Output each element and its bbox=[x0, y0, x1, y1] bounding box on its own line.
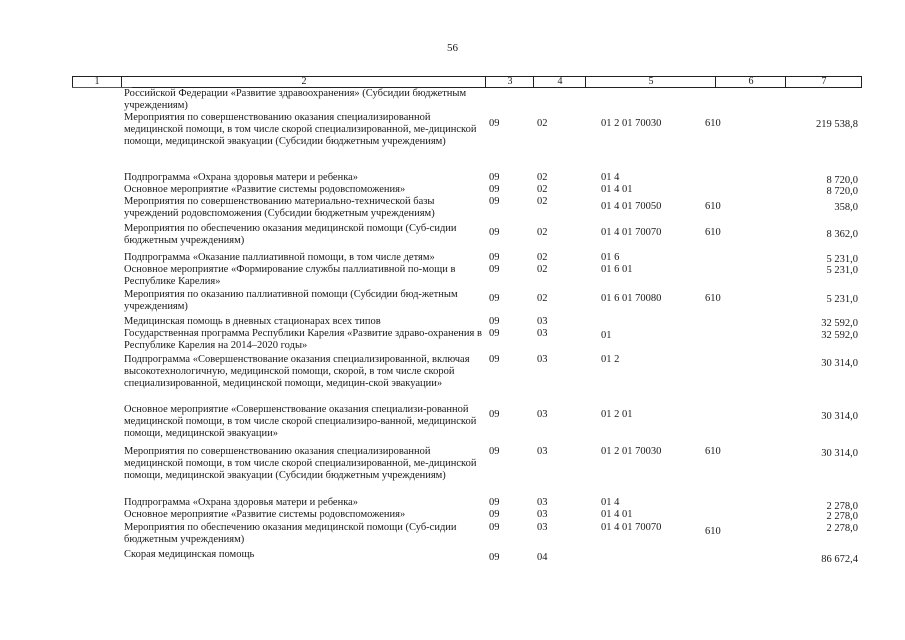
page-number: 56 bbox=[447, 42, 458, 54]
row-name: Основное мероприятие «Совершенствование оказания специализи-рованной медицинской помощи, в том числе скорой специализиро-ванной, медицинской помощи, медицинской эвакуации» bbox=[124, 404, 477, 440]
header-col-5: 5 bbox=[585, 77, 716, 87]
row-target-code: 01 2 01 70030 bbox=[601, 446, 662, 457]
row-section: 09 bbox=[489, 354, 500, 365]
row-amount: 2 278,0 bbox=[826, 501, 858, 512]
table-row bbox=[0, 446, 905, 497]
row-expense-type: 610 bbox=[705, 293, 721, 304]
row-amount: 30 314,0 bbox=[821, 448, 858, 459]
row-section: 09 bbox=[489, 552, 500, 563]
row-name: Скорая медицинская помощь bbox=[124, 549, 255, 560]
row-target-code: 01 6 01 70080 bbox=[601, 293, 662, 304]
table-row bbox=[0, 88, 905, 112]
row-target-code: 01 4 01 70050 bbox=[601, 201, 662, 212]
row-name: Подпрограмма «Охрана здоровья матери и ребенка» bbox=[124, 497, 359, 508]
row-subsection: 02 bbox=[537, 118, 548, 129]
row-section: 09 bbox=[489, 118, 500, 129]
table-row bbox=[0, 404, 905, 446]
row-section: 09 bbox=[489, 316, 500, 327]
header-col-4: 4 bbox=[533, 77, 586, 87]
table-row bbox=[0, 289, 905, 316]
row-section: 09 bbox=[489, 497, 500, 508]
row-amount: 2 278,0 bbox=[826, 523, 858, 534]
table-row bbox=[0, 522, 905, 549]
row-amount: 32 592,0 bbox=[821, 318, 858, 329]
row-expense-type: 610 bbox=[705, 201, 721, 212]
row-name: Подпрограмма «Совершенствование оказания специализированной, включая высокотехнологичную, медицинской помощи, скорой, в том числе скорой специализированной, медицинской помощи, медицин-ской эвакуации» bbox=[124, 354, 470, 390]
row-section: 09 bbox=[489, 509, 500, 520]
table-header bbox=[72, 76, 862, 88]
row-target-code: 01 6 01 bbox=[601, 264, 633, 275]
table-row bbox=[0, 328, 905, 354]
row-subsection: 02 bbox=[537, 172, 548, 183]
table-row bbox=[0, 354, 905, 404]
row-subsection: 03 bbox=[537, 497, 548, 508]
row-subsection: 04 bbox=[537, 552, 548, 563]
row-target-code: 01 2 01 70030 bbox=[601, 118, 662, 129]
row-subsection: 02 bbox=[537, 252, 548, 263]
row-name: Мероприятия по совершенствованию материально-технической базы учреждений родовспоможения (Субсидии бюджетным учреждениям) bbox=[124, 196, 435, 220]
row-amount: 5 231,0 bbox=[826, 294, 858, 305]
row-amount: 5 231,0 bbox=[826, 254, 858, 265]
row-section: 09 bbox=[489, 172, 500, 183]
header-col-7: 7 bbox=[785, 77, 862, 87]
row-amount: 30 314,0 bbox=[821, 358, 858, 369]
table-row bbox=[0, 509, 905, 522]
row-subsection: 02 bbox=[537, 196, 548, 207]
table-body bbox=[0, 88, 905, 569]
row-target-code: 01 4 01 70070 bbox=[601, 522, 662, 533]
row-section: 09 bbox=[489, 522, 500, 533]
row-amount: 2 278,0 bbox=[826, 511, 858, 522]
row-target-code: 01 4 01 bbox=[601, 509, 633, 520]
table-row bbox=[0, 196, 905, 223]
header-col-3: 3 bbox=[485, 77, 534, 87]
row-section: 09 bbox=[489, 293, 500, 304]
row-name: Медицинская помощь в дневных стационарах всех типов bbox=[124, 316, 381, 327]
header-col-6: 6 bbox=[715, 77, 786, 87]
row-amount: 32 592,0 bbox=[821, 330, 858, 341]
row-section: 09 bbox=[489, 409, 500, 420]
row-amount: 5 231,0 bbox=[826, 265, 858, 276]
row-name: Российской Федерации «Развитие здравоохранения» (Субсидии бюджетным учреждениям) bbox=[124, 88, 467, 112]
row-amount: 358,0 bbox=[834, 202, 858, 213]
row-name: Мероприятия по оказанию паллиативной помощи (Субсидии бюд-жетным учреждениям) bbox=[124, 289, 458, 313]
row-name: Мероприятия по обеспечению оказания медицинской помощи (Суб-сидии бюджетным учреждениям) bbox=[124, 522, 457, 546]
table-row bbox=[0, 172, 905, 184]
row-section: 09 bbox=[489, 227, 500, 238]
row-name: Основное мероприятие «Развитие системы родовспоможения» bbox=[124, 184, 406, 195]
row-section: 09 bbox=[489, 264, 500, 275]
row-amount: 8 720,0 bbox=[826, 186, 858, 197]
row-subsection: 03 bbox=[537, 316, 548, 327]
row-section: 09 bbox=[489, 328, 500, 339]
row-section: 09 bbox=[489, 446, 500, 457]
table-row bbox=[0, 549, 905, 569]
row-section: 09 bbox=[489, 252, 500, 263]
table-row bbox=[0, 112, 905, 172]
table-row bbox=[0, 184, 905, 196]
row-amount: 219 538,8 bbox=[816, 119, 858, 130]
row-amount: 86 672,4 bbox=[821, 554, 858, 565]
row-name: Мероприятия по совершенствованию оказания специализированной медицинской помощи, в том числе скорой специализированной, ме-дицинской помощи, медицинской эвакуации (Субсидии бюджетным учреждениям) bbox=[124, 446, 477, 482]
table-row bbox=[0, 252, 905, 264]
row-amount: 8 362,0 bbox=[826, 229, 858, 240]
row-name: Основное мероприятие «Формирование службы паллиативной по-мощи в Республике Карелия» bbox=[124, 264, 456, 288]
header-col-2: 2 bbox=[121, 77, 486, 87]
row-target-code: 01 2 bbox=[601, 354, 620, 365]
row-subsection: 02 bbox=[537, 184, 548, 195]
row-target-code: 01 4 bbox=[601, 497, 620, 508]
row-section: 09 bbox=[489, 184, 500, 195]
row-expense-type: 610 bbox=[705, 227, 721, 238]
row-target-code: 01 4 bbox=[601, 172, 620, 183]
row-subsection: 02 bbox=[537, 293, 548, 304]
row-subsection: 02 bbox=[537, 227, 548, 238]
row-subsection: 02 bbox=[537, 264, 548, 275]
row-target-code: 01 4 01 70070 bbox=[601, 227, 662, 238]
row-subsection: 03 bbox=[537, 522, 548, 533]
table-row bbox=[0, 497, 905, 512]
row-name: Государственная программа Республики Карелия «Развитие здраво-охранения в Республике Карелия на 2014–2020 годы» bbox=[124, 328, 482, 352]
row-amount: 30 314,0 bbox=[821, 411, 858, 422]
row-subsection: 03 bbox=[537, 446, 548, 457]
row-expense-type: 610 bbox=[705, 118, 721, 129]
row-name: Основное мероприятие «Развитие системы родовспоможения» bbox=[124, 509, 406, 520]
row-subsection: 03 bbox=[537, 354, 548, 365]
table-row bbox=[0, 223, 905, 252]
row-expense-type: 610 bbox=[705, 526, 721, 537]
header-col-1: 1 bbox=[94, 76, 100, 87]
table-row bbox=[0, 264, 905, 289]
row-subsection: 03 bbox=[537, 409, 548, 420]
row-subsection: 03 bbox=[537, 328, 548, 339]
row-target-code: 01 6 bbox=[601, 252, 620, 263]
row-name: Подпрограмма «Оказание паллиативной помощи, в том числе детям» bbox=[124, 252, 435, 263]
row-name: Мероприятия по совершенствованию оказания специализированной медицинской помощи, в том числе скорой специализированной, ме-дицинской помощи, медицинской эвакуации (Субсидии бюджетным учреждениям) bbox=[124, 112, 477, 148]
table-row bbox=[0, 316, 905, 328]
row-target-code: 01 4 01 bbox=[601, 184, 633, 195]
row-amount: 8 720,0 bbox=[826, 175, 858, 186]
row-subsection: 03 bbox=[537, 509, 548, 520]
row-name: Мероприятия по обеспечению оказания медицинской помощи (Суб-сидии бюджетным учреждениям) bbox=[124, 223, 457, 247]
row-target-code: 01 bbox=[601, 330, 612, 341]
row-expense-type: 610 bbox=[705, 446, 721, 457]
row-name: Подпрограмма «Охрана здоровья матери и ребенка» bbox=[124, 172, 359, 183]
row-target-code: 01 2 01 bbox=[601, 409, 633, 420]
row-section: 09 bbox=[489, 196, 500, 207]
